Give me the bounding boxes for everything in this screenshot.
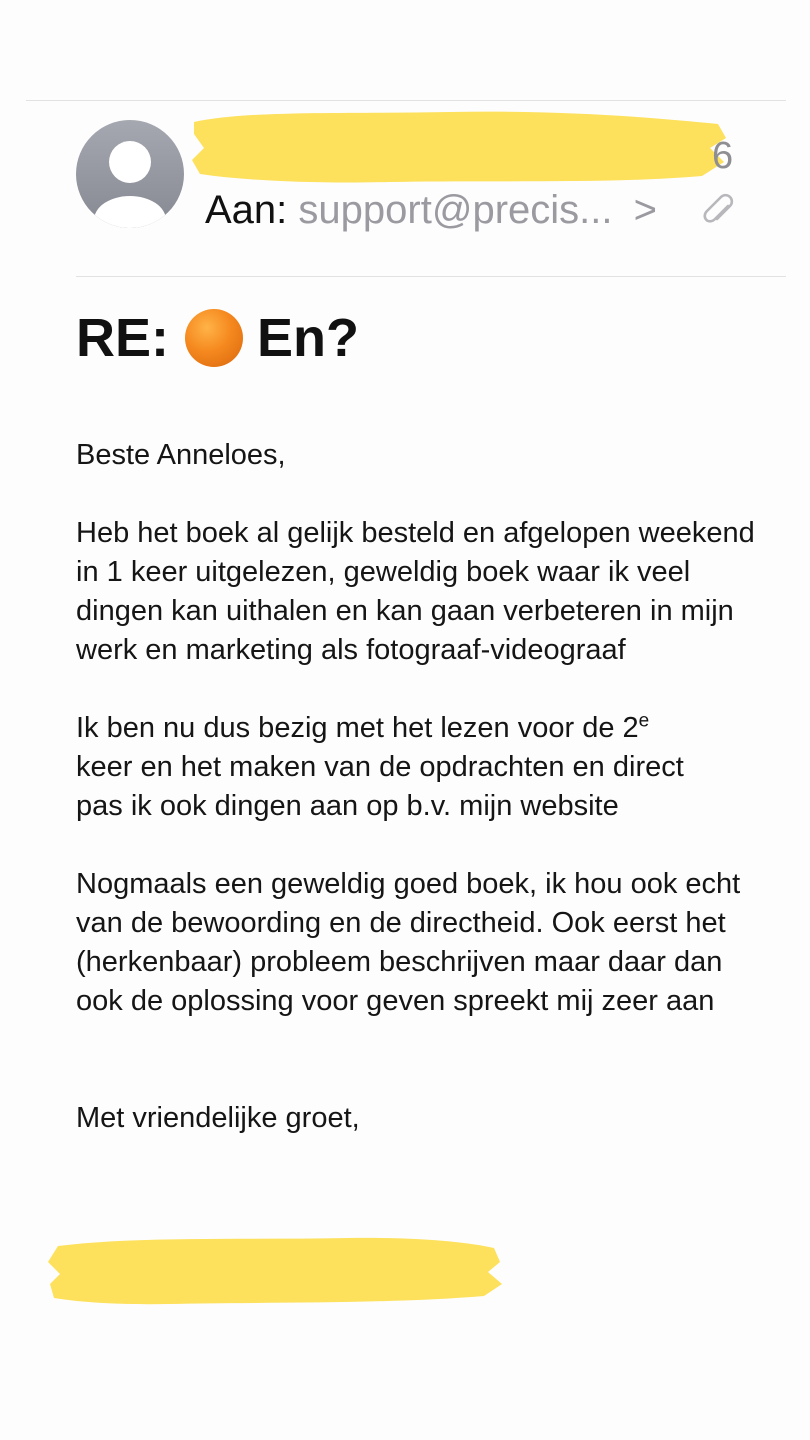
sender-name-redaction [190,104,730,188]
closing: Met vriendelijke groet, [76,1102,360,1134]
email-body [76,436,766,1138]
paperclip-icon [702,192,736,230]
subject-prefix: RE: [76,308,169,368]
to-label: Aan: [205,188,288,232]
greeting: Beste Anneloes, [76,439,286,471]
sender-avatar-icon[interactable] [76,120,184,228]
recipient-row[interactable] [205,186,657,234]
chevron-right-icon[interactable]: > [633,188,657,232]
recipient-address[interactable]: support@precis... [298,188,613,232]
body-paragraph-2-line-3: pas ik ook dingen aan op b.v. mijn website [76,790,619,822]
body-paragraph-1: Heb het boek al gelijk besteld en afgelopen weekend in 1 keer uitgelezen, geweldig boek waar ik veel dingen kan uithalen en kan gaan verbeteren in mijn werk en marketing als fotograaf-videograaf [76,517,755,666]
timestamp-fragment: 6 [712,135,734,177]
subject-line [76,306,359,370]
subject-title: En? [257,308,359,368]
header-divider [76,276,786,277]
body-paragraph-2-line-1: Ik ben nu dus bezig met het lezen voor de 2 [76,712,639,744]
body-paragraph-2 [76,709,766,826]
signature-redaction [48,1232,506,1308]
body-paragraph-3: Nogmaals een geweldig goed boek, ik hou ook echt van de bewoording en de directheid. Ook eerst het (herkenbaar) probleem beschrijven maar daar dan ook de oplossing voor geven spreekt mij zeer aan [76,868,741,1017]
orange-circle-emoji-icon [185,309,243,367]
ordinal-superscript: e [638,710,650,732]
top-divider [26,100,786,101]
body-paragraph-2-line-2: keer en het maken van de opdrachten en direct [76,751,684,783]
